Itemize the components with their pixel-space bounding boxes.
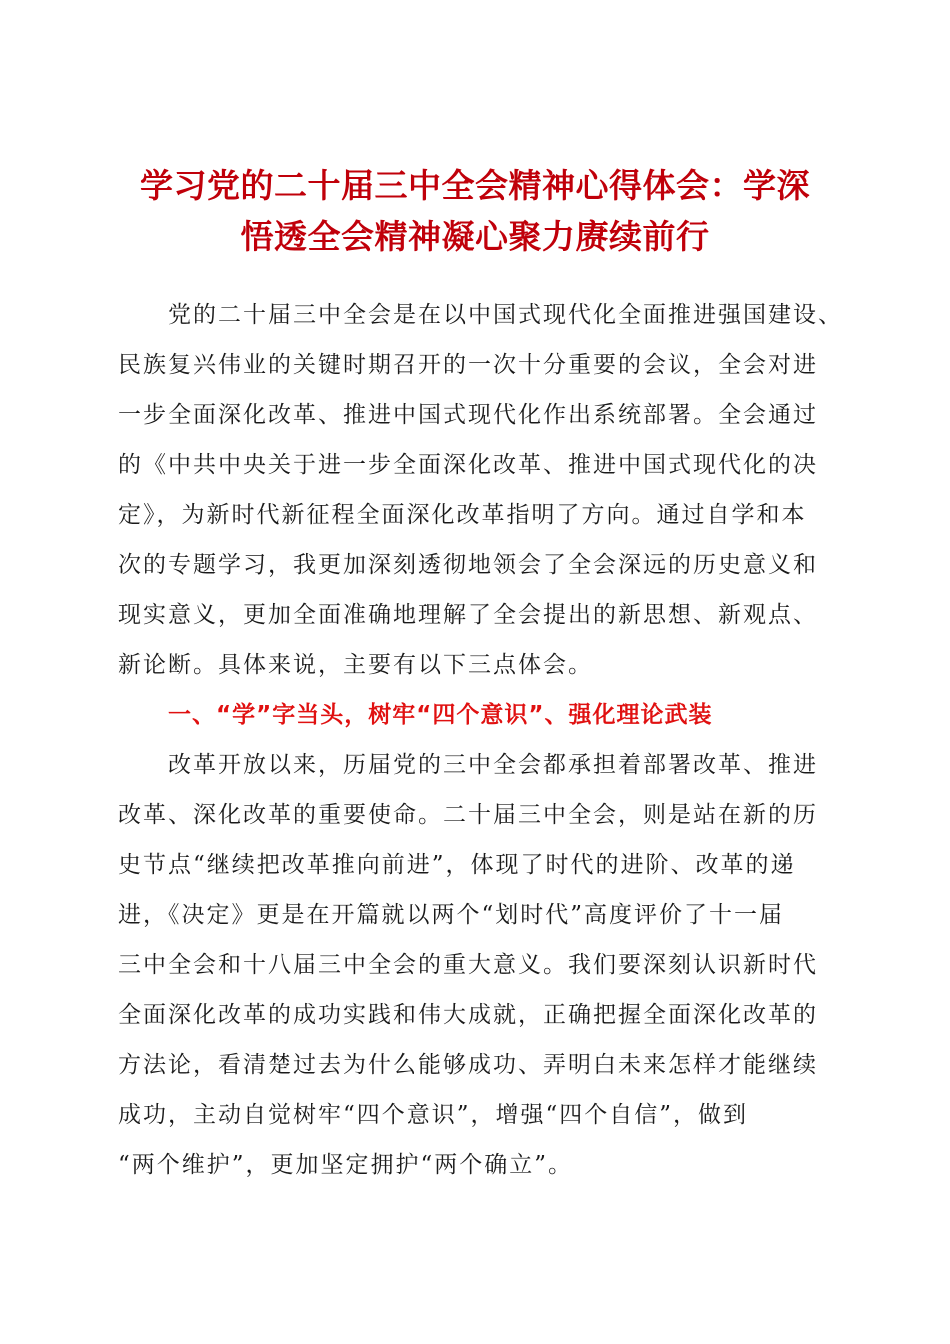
intro-line: 的《中共中央关于进一步全面深化改革、推进中国式现代化的决 [118,452,818,478]
title-line-1: 学习党的二十届三中全会精神心得体会：学深 [140,166,810,205]
intro-line: 次的专题学习，我更加深刻透彻地领会了全会深远的历史意义和 [118,552,818,578]
section-line: 成功，主动自觉树牢“四个意识”，增强“四个自信”，做到 [118,1102,749,1128]
section-line: 三中全会和十八届三中全会的重大意义。我们要深刻认识新时代 [118,952,818,978]
title-line-2: 悟透全会精神凝心聚力赓续前行 [240,217,710,256]
intro-line: 新论断。具体来说，主要有以下三点体会。 [118,652,593,678]
intro-line: 民族复兴伟业的关键时期召开的一次十分重要的会议，全会对进 [118,352,818,378]
document-body [118,290,843,1190]
intro-line: 定》，为新时代新征程全面深化改革指明了方向。通过自学和本 [118,502,807,528]
section-line: 全面深化改革的成功实践和伟大成就，正确把握全面深化改革的 [118,1002,818,1028]
section-line: 改革、深化改革的重要使命。二十届三中全会，则是站在新的历 [118,802,818,828]
section-line: 改革开放以来，历届党的三中全会都承担着部署改革、推进 [168,752,818,778]
section-line: 方法论，看清楚过去为什么能够成功、弄明白未来怎样才能继续 [118,1052,818,1078]
section-line: 史节点“继续把改革推向前进”，体现了时代的进阶、改革的递 [118,852,796,878]
section-line: 进，《决定》更是在开篇就以两个“划时代”高度评价了十一届 [118,902,785,928]
document-title [100,160,850,262]
intro-line: 现实意义，更加全面准确地理解了全会提出的新思想、新观点、 [118,602,818,628]
intro-line: 党的二十届三中全会是在以中国式现代化全面推进强国建设、 [168,302,843,328]
intro-line: 一步全面深化改革、推进中国式现代化作出系统部署。全会通过 [118,402,818,428]
section-heading: 一、“学”字当头，树牢“四个意识”、强化理论武装 [168,702,713,728]
section-line: “两个维护”，更加坚定拥护“两个确立”。 [118,1152,574,1178]
